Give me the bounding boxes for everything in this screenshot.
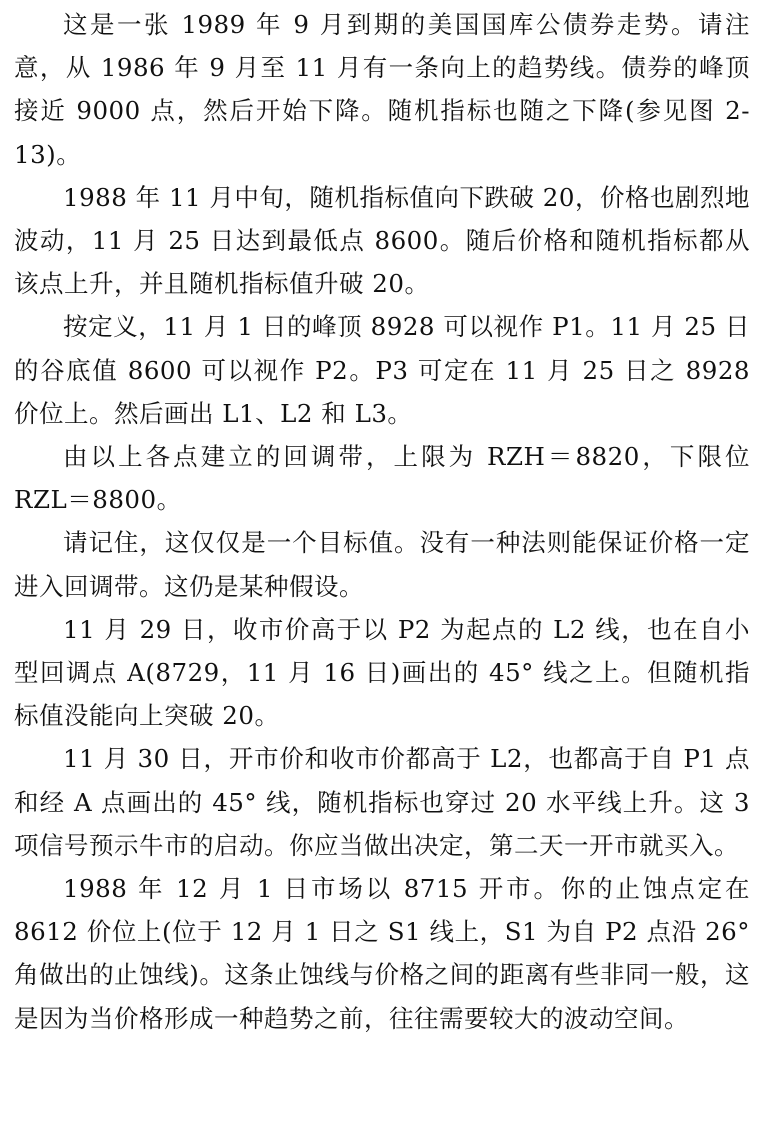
paragraph-2: 1988 年 11 月中旬，随机指标值向下跌破 20，价格也剧烈地波动，11 月 25 日达到最低点 8600。随后价格和随机指标都从该点上升，并且随机指标值升破 20。 [14, 182, 750, 299]
paragraph-4: 由以上各点建立的回调带，上限为 RZH＝8820，下限位 RZL＝8800。 [14, 442, 750, 515]
paragraph-3: 按定义，11 月 1 日的峰顶 8928 可以视作 P1。11 月 25 日的谷底值 8600 可以视作 P2。P3 可定在 11 月 25 日之 8928 价位上。然后画出 L1、L2 和 L3。 [14, 312, 750, 428]
paragraph-6: 11 月 29 日，收市价高于以 P2 为起点的 L2 线，也在自小型回调点 A(8729，11 月 16 日)画出的 45° 线之上。但随机指标值没能向上突破 20。 [14, 614, 750, 731]
paragraph-7: 11 月 30 日，开市价和收市价都高于 L2，也都高于自 P1 点和经 A 点画出的 45° 线，随机指标也穿过 20 水平线上升。这 3 项信号预示牛市的启动。你应当做出决定，第二天一开市就买入。 [14, 744, 750, 860]
paragraph-8: 1988 年 12 月 1 日市场以 8715 开市。你的止蚀点定在 8612 价位上(位于 12 月 1 日之 S1 线上，S1 为自 P2 点沿 26° 角做出的止蚀线)。这条止蚀线与价格之间的距离有些非同一般，这是因为当价格形成一种趋势之前，往往需要较大的波动空间。 [14, 874, 750, 1033]
document-page [14, 3, 750, 1040]
paragraph-5: 请记住，这仅仅是一个目标值。没有一种法则能保证价格一定进入回调带。这仍是某种假设。 [14, 528, 750, 601]
paragraph-1: 这是一张 1989 年 9 月到期的美国国库公债券走势。请注意，从 1986 年 9 月至 11 月有一条向上的趋势线。债券的峰顶接近 9000 点，然后开始下降。随机指标也随之下降(参见图 2-13)。 [14, 10, 750, 169]
